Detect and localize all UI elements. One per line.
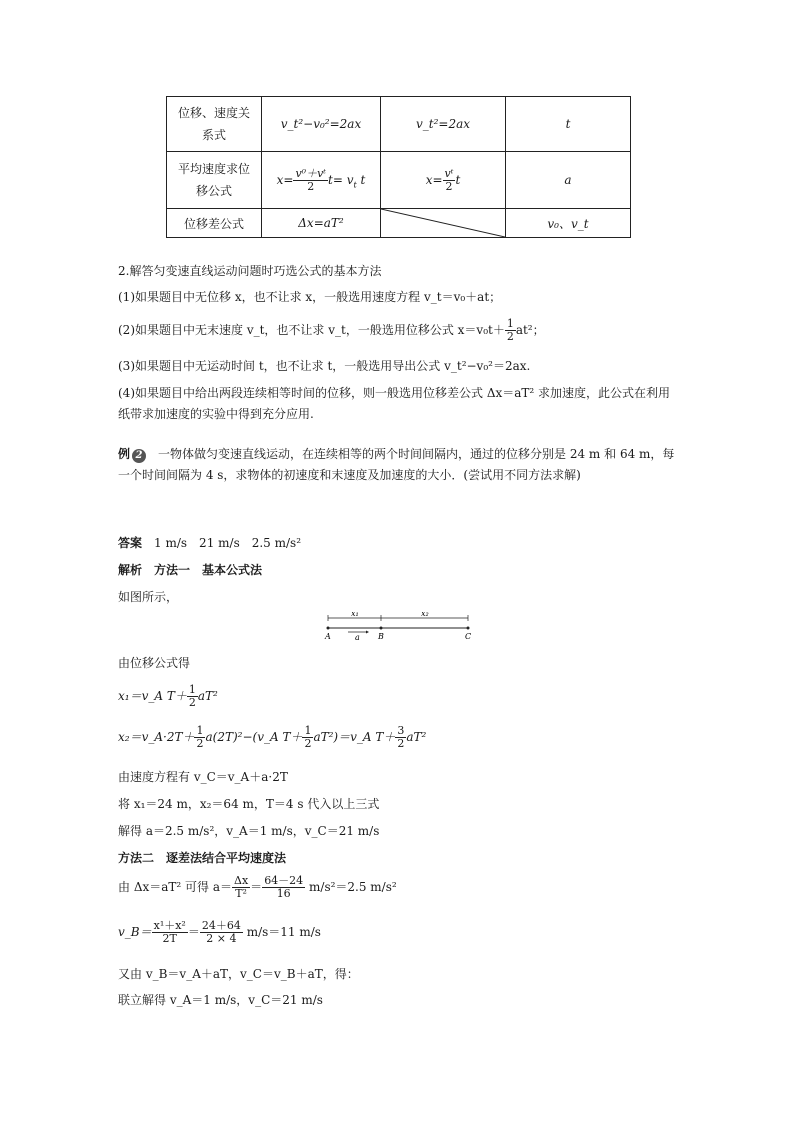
table-cell: Δx=aT² <box>262 209 381 238</box>
method-item: (4)如果题目中给出两段连续相等时间的位移，则一般选用位移差公式 Δx＝aT² 求加速度，此公式在利用纸带求加速度的实验中得到充分应用. <box>118 386 671 421</box>
formula-table <box>166 96 631 238</box>
as-shown-text: 如图所示， <box>118 590 179 604</box>
point-b-label: B <box>378 632 384 641</box>
x2-label: x₂ <box>421 612 429 618</box>
table-cell: v_t²−v₀²=2ax <box>262 97 381 152</box>
step-text: 由位移公式得 <box>118 656 191 670</box>
equation-x1: x₁＝v_A T＋ $\frac{1}{2}$ aT² <box>118 683 218 709</box>
table-cell: t <box>506 97 631 152</box>
table-cell: x= $\frac{\text{v⁰＋vᵗ}}{2}$ $t= v_t$ t <box>262 152 381 209</box>
analysis-line: 解析 方法一 基本公式法 <box>118 563 263 577</box>
table-cell: x= $\frac{\text{vᵗ}}{2}$ t <box>381 152 506 209</box>
table-cell: a <box>506 152 631 209</box>
equation-vb: v_B＝ $\frac{\text{x¹＋x²}}{2T}$ ＝ $\frac{24+64}{2 \times 4}$ m/s＝11 m/s <box>118 919 321 945</box>
table-cell-label: 位移差公式 <box>167 209 262 238</box>
table-cell: v_t²=2ax <box>381 97 506 152</box>
table-row <box>167 152 631 209</box>
step-text: 由速度方程有 v_C＝v_A＋a·2T <box>118 770 288 784</box>
step-text: 又由 v_B＝v_A＋aT，v_C＝v_B＋aT，得： <box>118 967 359 981</box>
table-cell-label: 平均速度求位移公式 <box>167 152 262 209</box>
motion-diagram <box>318 612 478 642</box>
method-item: (3)如果题目中无运动时间 t，也不让求 t，一般选用导出公式 v_t²−v₀²＝2ax. <box>118 359 531 373</box>
table-cell-label: 位移、速度关系式 <box>167 97 262 152</box>
table-cell: v₀、v_t <box>506 209 631 238</box>
method-item: (2)如果题目中无末速度 v_t，也不让求 v_t，一般选用位移公式 x＝v₀t＋ $\frac{1}{2}$ at²； <box>118 317 545 343</box>
method-two-heading: 方法二 逐差法结合平均速度法 <box>118 851 287 865</box>
equation-a: 由 Δx＝aT² 可得 a＝ $\frac{\Delta x}{\text{T²}}$ ＝ $\frac{64-24}{16}$ m/s²＝2.5 m/s² <box>118 874 397 900</box>
method-item: (1)如果题目中无位移 x，也不让求 x，一般选用速度方程 v_t＝v₀＋at； <box>118 290 502 304</box>
equation-x2: x₂＝v_A·2T＋ $\frac{1}{2}$ a(2T)²−(v_A T＋ $\frac{1}{2}$ aT²)＝v_A T＋ $\frac{3}{2}$ aT² <box>118 724 427 750</box>
example-number-badge: 2 <box>132 449 146 463</box>
step-text: 联立解得 v_A＝1 m/s，v_C＝21 m/s <box>118 993 323 1007</box>
example-problem: 例 2 一物体做匀变速直线运动，在连续相等的两个时间间隔内，通过的位移分别是 24 m 和 64 m，每一个时间间隔为 4 s，求物体的初速度和末速度及加速度的大小．(尝试用不同方法求解) <box>118 447 675 482</box>
acceleration-label: a <box>355 633 360 642</box>
point-a-label: A <box>325 632 331 641</box>
table-cell-empty <box>381 209 506 238</box>
table-row <box>167 209 631 238</box>
step-text: 将 x₁＝24 m，x₂＝64 m，T＝4 s 代入以上三式 <box>118 797 380 811</box>
step-text: 解得 a＝2.5 m/s²，v_A＝1 m/s，v_C＝21 m/s <box>118 824 380 838</box>
table-row <box>167 97 631 152</box>
x1-label: x₁ <box>351 612 359 618</box>
point-c-label: C <box>465 632 472 641</box>
section-heading: 2.解答匀变速直线运动问题时巧选公式的基本方法 <box>118 264 382 278</box>
answer-line: 答案 1 m/s 21 m/s 2.5 m/s² <box>118 536 302 550</box>
example-label: 例 <box>118 447 131 461</box>
